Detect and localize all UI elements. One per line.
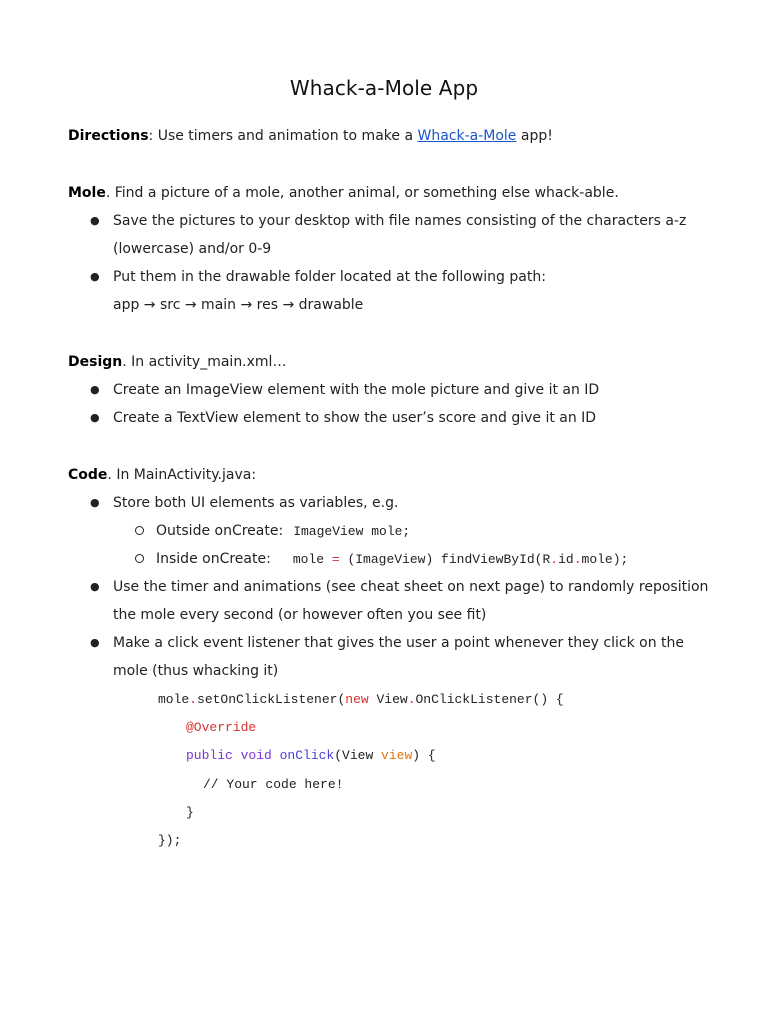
mole-paragraph [68, 183, 619, 203]
sub-list-item-inside-oncreate [135, 549, 628, 570]
bullet-icon: ● [90, 580, 100, 593]
list-item-text: Make a click event listener that gives the user a point whenever they click on the [113, 635, 685, 651]
design-text: . In activity_main.xml… [122, 354, 287, 370]
list-item-continuation: (lowercase) and/or 0-9 [113, 241, 272, 257]
design-label: Design [68, 354, 123, 370]
inline-code: ImageView mole; [293, 524, 411, 539]
code-paragraph [68, 465, 256, 485]
bullet-icon: ● [90, 270, 100, 283]
list-item-continuation: the mole every second (or however often you see fit) [113, 607, 487, 623]
list-item-text: Use the timer and animations (see cheat sheet on next page) to randomly reposition [113, 579, 709, 595]
mole-label: Mole [68, 185, 106, 201]
hollow-bullet-icon [135, 554, 144, 563]
directions-paragraph [68, 126, 553, 146]
sub-list-item-outside-oncreate [135, 521, 410, 542]
design-paragraph [68, 352, 286, 372]
code-line: }); [158, 833, 182, 848]
list-item-text: Save the pictures to your desktop with file names consisting of the characters a-z [113, 213, 687, 229]
list-item [90, 577, 708, 597]
list-item [90, 267, 546, 287]
list-item [90, 633, 684, 653]
bullet-icon: ● [90, 496, 100, 509]
directions-text: : Use timers and animation to make a [148, 128, 418, 144]
sub-item-label: Inside onCreate: [156, 551, 271, 567]
hollow-bullet-icon [135, 526, 144, 535]
code-line: } [186, 805, 194, 820]
list-item-continuation: mole (thus whacking it) [113, 663, 279, 679]
bullet-icon: ● [90, 411, 100, 424]
list-item [90, 493, 398, 513]
code-line: @Override [186, 720, 257, 735]
bullet-icon: ● [90, 214, 100, 227]
bullet-icon: ● [90, 636, 100, 649]
whack-a-mole-link[interactable]: Whack-a-Mole [417, 128, 517, 144]
directions-text-end: app! [516, 128, 553, 144]
mole-text: . Find a picture of a mole, another animal, or something else whack-able. [105, 185, 619, 201]
code-line: mole.setOnClickListener(new View.OnClickListener() { [158, 692, 564, 707]
drawable-path: app → src → main → res → drawable [113, 297, 364, 313]
list-item-text: Store both UI elements as variables, e.g. [113, 495, 399, 511]
inline-code: mole = (ImageView) findViewById(R.id.mole); [292, 552, 629, 567]
list-item-text: Create an ImageView element with the mole picture and give it an ID [113, 382, 600, 398]
list-item [90, 408, 596, 428]
list-item-text: Put them in the drawable folder located at the following path: [113, 269, 546, 285]
code-text: . In MainActivity.java: [107, 467, 257, 483]
page-title: Whack-a-Mole App [289, 76, 479, 100]
directions-label: Directions [68, 128, 149, 144]
sub-item-label: Outside onCreate: [156, 523, 284, 539]
list-item [90, 380, 599, 400]
list-item [90, 211, 686, 231]
bullet-icon: ● [90, 383, 100, 396]
code-line: public void onClick(View view) { [186, 748, 436, 763]
code-line: // Your code here! [203, 777, 344, 792]
list-item-text: Create a TextView element to show the user’s score and give it an ID [113, 410, 597, 426]
code-label: Code [68, 467, 108, 483]
